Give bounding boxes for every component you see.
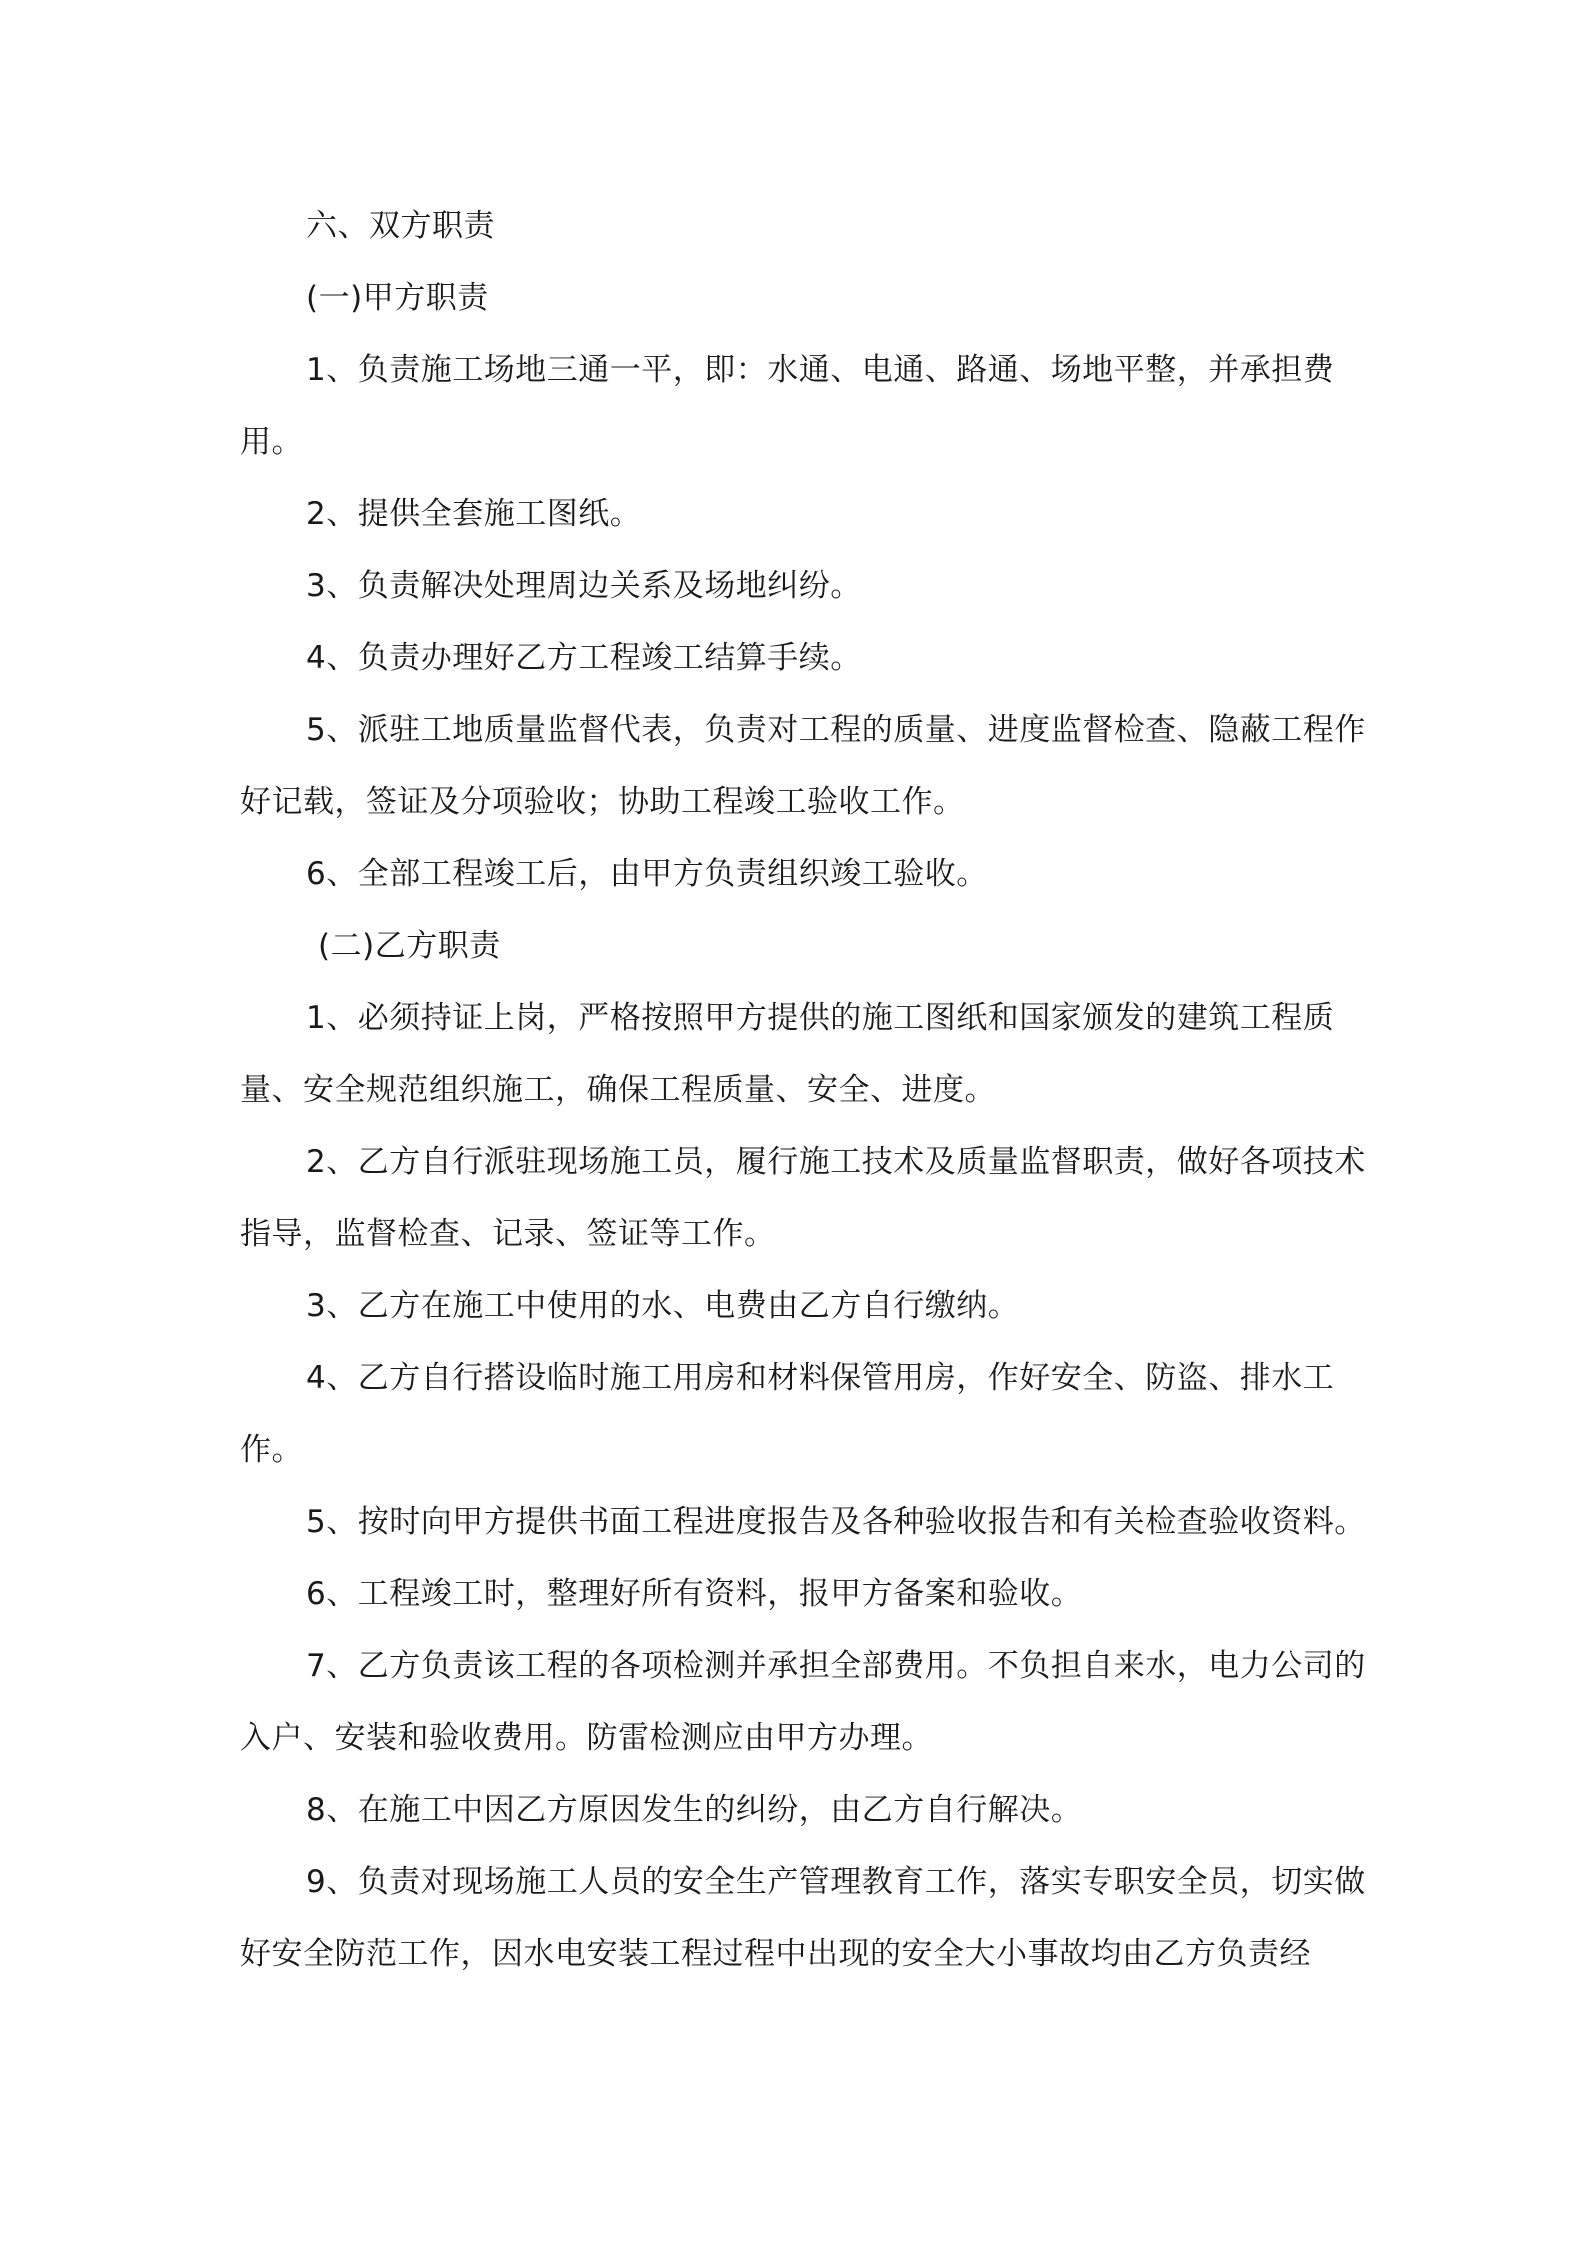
subsection-heading-party-b: (二)乙方职责 [318, 928, 501, 964]
document-body [240, 190, 1370, 1990]
paragraph: 3、乙方在施工中使用的水、电费由乙方自行缴纳。 [306, 1288, 1020, 1324]
paragraph: 3、负责解决处理周边关系及场地纠纷。 [306, 568, 862, 604]
section-heading: 六、双方职责 [306, 208, 495, 244]
paragraph: 1、必须持证上岗，严格按照甲方提供的施工图纸和国家颁发的建筑工程质量、安全规范组织施工，确保工程质量、安全、进度。 [240, 1000, 1335, 1108]
subsection-heading-party-a: (一)甲方职责 [306, 280, 489, 316]
paragraph: 4、乙方自行搭设临时施工用房和材料保管用房，作好安全、防盗、排水工作。 [240, 1360, 1335, 1468]
paragraph: 6、工程竣工时，整理好所有资料，报甲方备案和验收。 [306, 1576, 1083, 1612]
paragraph: 1、负责施工场地三通一平，即：水通、电通、路通、场地平整，并承担费用。 [240, 352, 1335, 460]
paragraph: 5、按时向甲方提供书面工程进度报告及各种验收报告和有关检查验收资料。 [306, 1504, 1366, 1540]
paragraph: 6、全部工程竣工后，由甲方负责组织竣工验收。 [306, 856, 988, 892]
paragraph: 7、乙方负责该工程的各项检测并承担全部费用。不负担自来水，电力公司的入户、安装和验收费用。防雷检测应由甲方办理。 [240, 1648, 1366, 1756]
paragraph: 8、在施工中因乙方原因发生的纠纷，由乙方自行解决。 [306, 1792, 1083, 1828]
paragraph: 4、负责办理好乙方工程竣工结算手续。 [306, 640, 862, 676]
paragraph: 9、负责对现场施工人员的安全生产管理教育工作，落实专职安全员，切实做好安全防范工作，因水电安装工程过程中出现的安全大小事故均由乙方负责经 [240, 1864, 1366, 1972]
paragraph: 5、派驻工地质量监督代表，负责对工程的质量、进度监督检查、隐蔽工程作好记载，签证及分项验收；协助工程竣工验收工作。 [240, 712, 1366, 820]
paragraph: 2、提供全套施工图纸。 [306, 496, 642, 532]
paragraph: 2、乙方自行派驻现场施工员，履行施工技术及质量监督职责，做好各项技术指导，监督检查、记录、签证等工作。 [240, 1144, 1366, 1252]
